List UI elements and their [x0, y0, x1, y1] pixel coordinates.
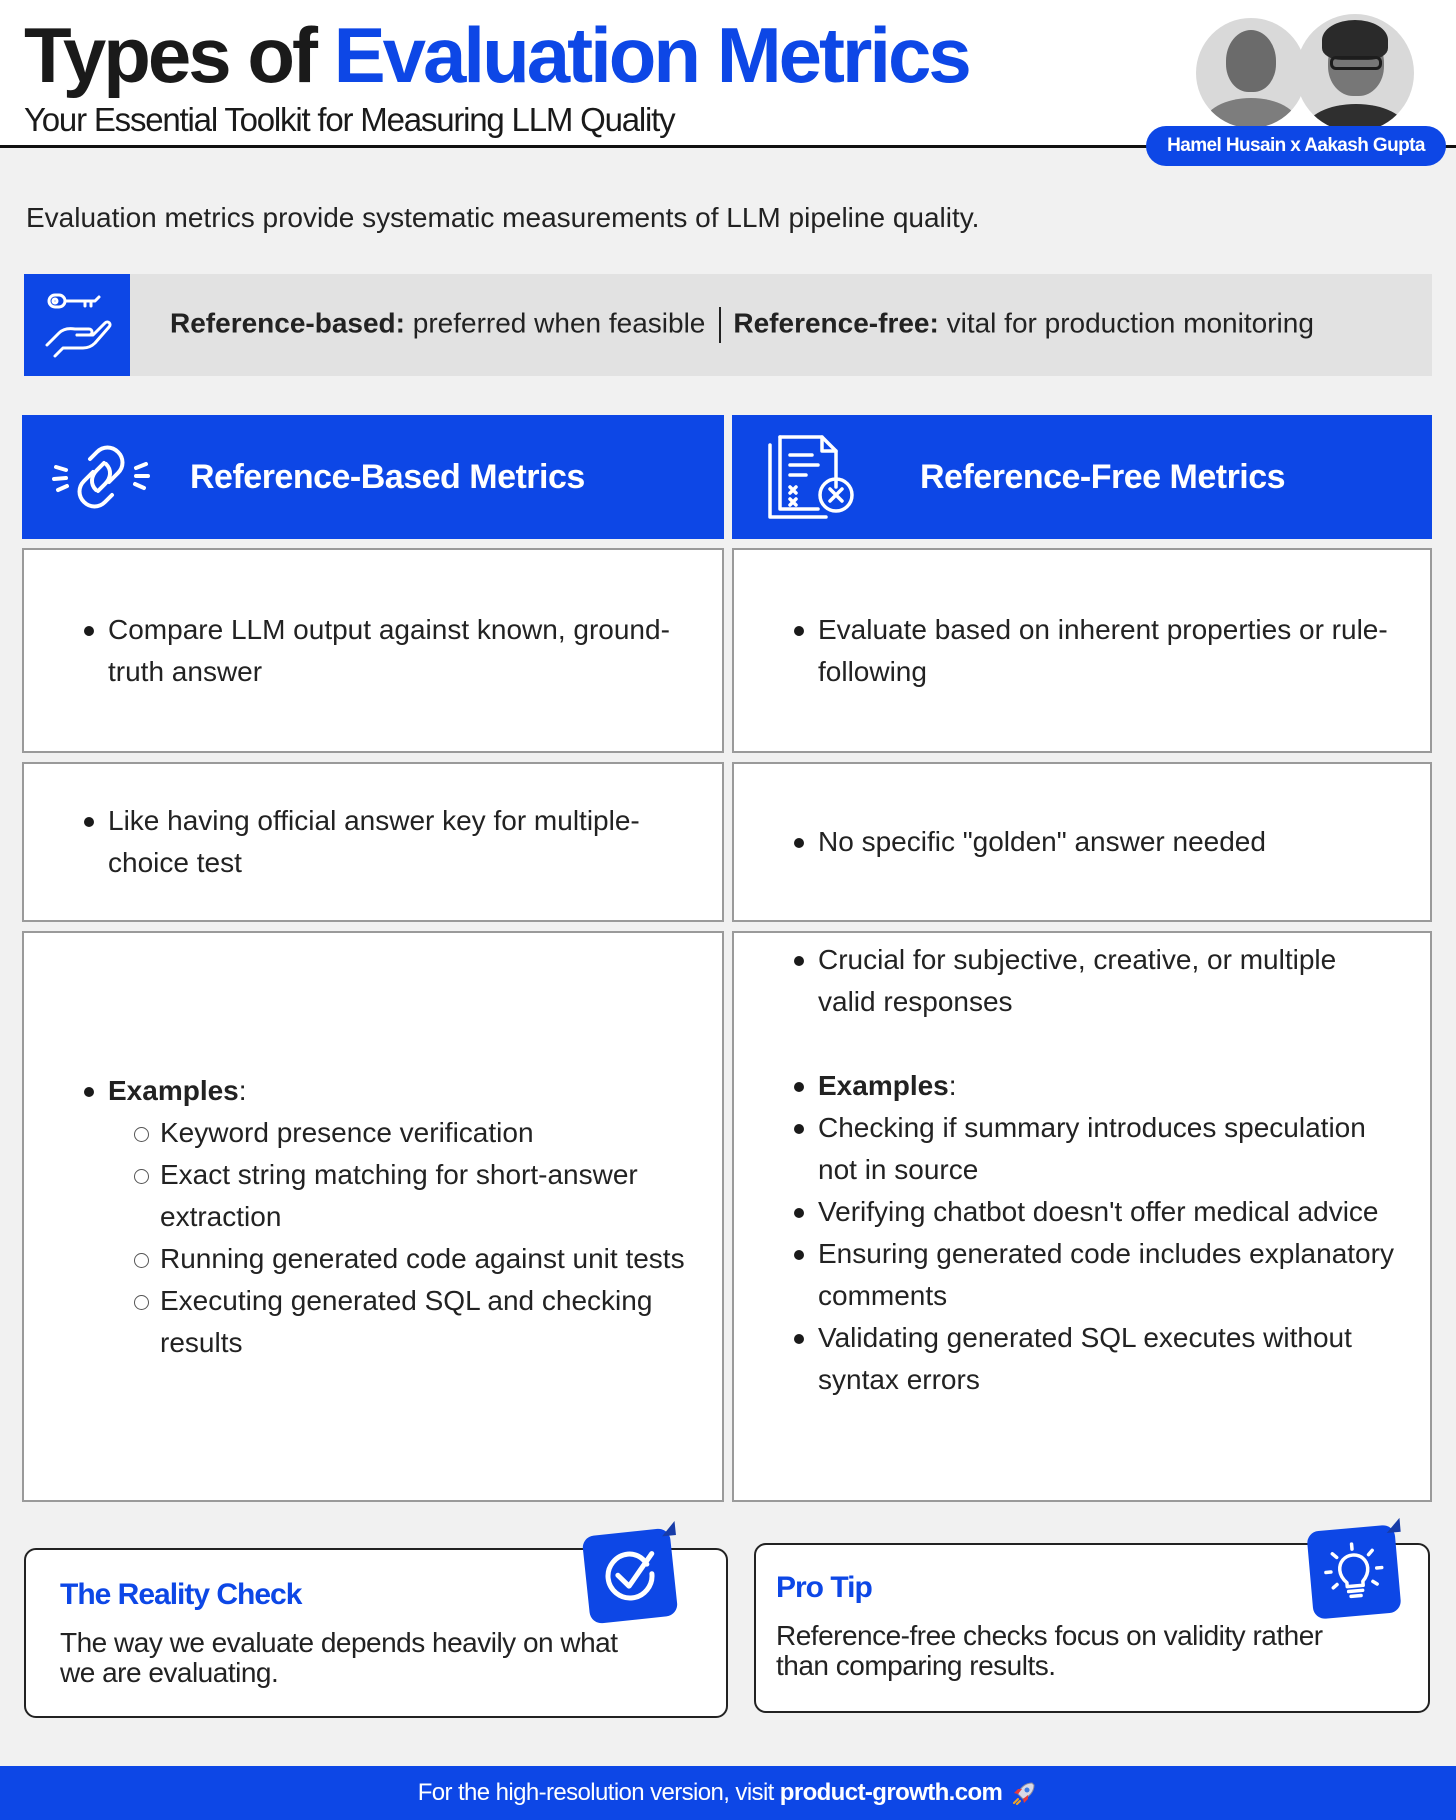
reference-based-examples [22, 931, 724, 1502]
list-item: Verifying chatbot doesn't offer medical advice [770, 1191, 1400, 1233]
footer [0, 1766, 1456, 1820]
footer-link[interactable]: product-growth.com [779, 1779, 1003, 1806]
author-badge: Hamel Husain x Aakash Gupta [1146, 126, 1446, 166]
author-photos [1196, 14, 1446, 130]
key-hand-icon [24, 274, 130, 376]
list-item: Exact string matching for short-answer extraction [60, 1154, 692, 1238]
list-item: Compare LLM output against known, ground-truth answer [60, 609, 692, 693]
callout-banner [24, 274, 1432, 376]
list-item: Evaluate based on inherent properties or rule-following [770, 609, 1400, 693]
rocket-icon [1010, 1779, 1038, 1807]
examples-heading: Examples: [60, 1070, 692, 1112]
avatar [1196, 18, 1306, 128]
reality-check-title: The Reality Check [60, 1578, 302, 1611]
reference-free-requirement [732, 762, 1432, 922]
reference-based-definition [22, 548, 724, 753]
pro-tip-body: Reference-free checks focus on validity rather than comparing results. [776, 1620, 1323, 1681]
checklist-document-icon [750, 429, 870, 525]
callout-text [130, 307, 1314, 343]
reference-free-text: vital for production monitoring [938, 307, 1314, 339]
footer-text: For the high-resolution version, visit [417, 1779, 774, 1806]
reference-based-text: preferred when feasible [404, 307, 706, 339]
reference-based-label: Reference-based: [170, 307, 405, 339]
page-title [24, 10, 969, 100]
list-item: Crucial for subjective, creative, or multiple valid responses [770, 939, 1400, 1023]
list-item: Checking if summary introduces speculation not in source [770, 1107, 1400, 1191]
title-accent: Evaluation Metrics [333, 11, 969, 99]
avatar [1296, 14, 1414, 132]
divider [719, 307, 721, 343]
list-item: Keyword presence verification [60, 1112, 692, 1154]
page-subtitle: Your Essential Toolkit for Measuring LLM Quality [24, 101, 675, 138]
reality-check-body: The way we evaluate depends heavily on what we are evaluating. [60, 1627, 618, 1688]
intro-text: Evaluation metrics provide systematic measurements of LLM pipeline quality. [26, 202, 980, 233]
reference-free-title: Reference-Free Metrics [920, 457, 1286, 496]
checkmark-badge-icon [582, 1528, 679, 1625]
list-item: No specific "golden" answer needed [770, 821, 1400, 863]
reference-free-header [732, 415, 1432, 539]
reference-based-title: Reference-Based Metrics [190, 457, 585, 496]
list-item: Running generated code against unit tests [60, 1238, 692, 1280]
chain-link-icon [36, 432, 166, 522]
examples-heading: Examples: [770, 1065, 1400, 1107]
lightbulb-icon [1306, 1524, 1401, 1619]
list-item: Like having official answer key for multiple-choice test [60, 800, 692, 884]
reference-free-label: Reference-free: [733, 307, 939, 339]
pro-tip-title: Pro Tip [776, 1571, 872, 1604]
list-item: Ensuring generated code includes explanatory comments [770, 1233, 1400, 1317]
reference-based-analogy [22, 762, 724, 922]
reference-based-header [22, 415, 724, 539]
reference-free-definition [732, 548, 1432, 753]
reference-free-examples [732, 931, 1432, 1502]
list-item: Executing generated SQL and checking results [60, 1280, 692, 1364]
list-item: Validating generated SQL executes without syntax errors [770, 1317, 1400, 1401]
title-prefix: Types of [24, 11, 334, 99]
